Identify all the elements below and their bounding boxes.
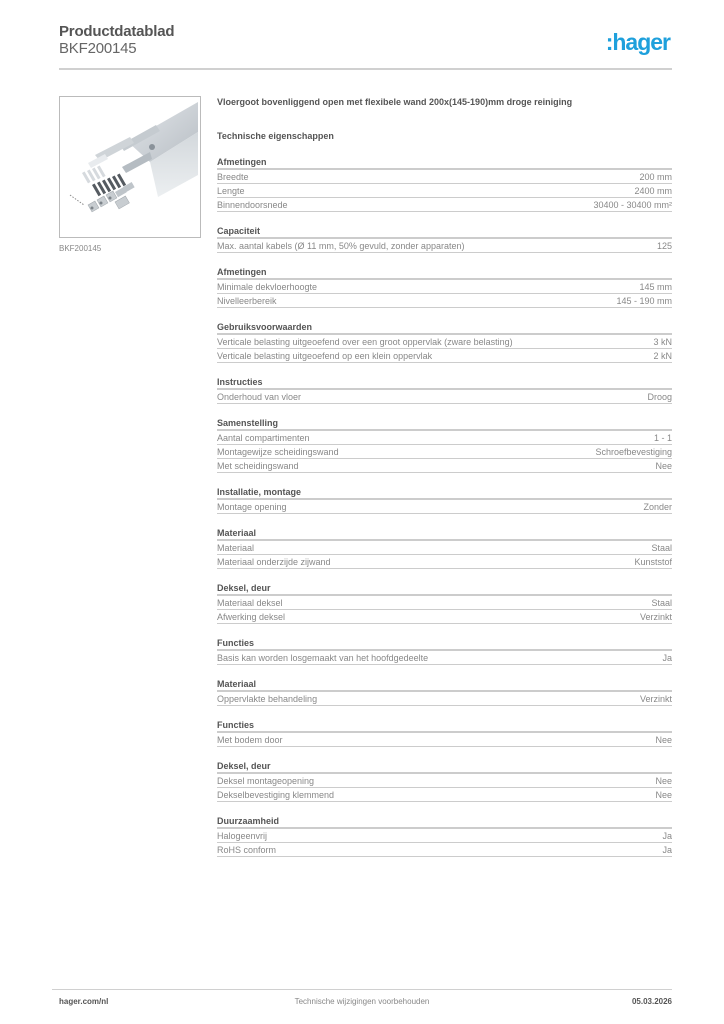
spec-value: 125 (656, 241, 672, 251)
spec-value: Nee (655, 776, 672, 786)
spec-value: Staal (651, 543, 672, 553)
spec-value: Schroefbevestiging (595, 447, 672, 457)
spec-section (217, 527, 672, 569)
spec-row (217, 349, 672, 363)
spec-value: 145 mm (639, 282, 672, 292)
spec-section (217, 678, 672, 706)
spec-label: Montage opening (217, 502, 287, 512)
product-description: Vloergoot bovenliggend open met flexibele wand 200x(145-190)mm droge reiniging (217, 97, 573, 107)
spec-section (217, 156, 672, 212)
section-title: Deksel, deur (217, 760, 672, 774)
spec-label: Max. aantal kabels (Ø 11 mm, 50% gevuld, zonder apparaten) (217, 241, 465, 251)
spec-label: RoHS conform (217, 845, 277, 855)
spec-row (217, 184, 672, 198)
spec-section (217, 486, 672, 514)
spec-sections (217, 156, 672, 857)
spec-section (217, 815, 672, 857)
spec-row (217, 239, 672, 253)
spec-label: Onderhoud van vloer (217, 392, 302, 402)
spec-label: Met scheidingswand (217, 461, 299, 471)
floor-duct-illustration (60, 97, 200, 237)
spec-label: Deksel montageopening (217, 776, 315, 786)
spec-row (217, 335, 672, 349)
spec-value: Droog (647, 392, 672, 402)
spec-row (217, 829, 672, 843)
spec-label: Binnendoorsnede (217, 200, 288, 210)
section-title: Samenstelling (217, 417, 672, 431)
section-title: Functies (217, 719, 672, 733)
spec-label: Lengte (217, 186, 245, 196)
spec-label: Verticale belasting uitgeoefend op een klein oppervlak (217, 351, 433, 361)
spec-row (217, 390, 672, 404)
spec-value: Verzinkt (639, 694, 672, 704)
spec-row (217, 280, 672, 294)
section-title: Afmetingen (217, 156, 672, 170)
product-specs (217, 96, 672, 857)
spec-value: Nee (655, 790, 672, 800)
section-title: Capaciteit (217, 225, 672, 239)
spec-label: Materiaal deksel (217, 598, 283, 608)
spec-value: Verzinkt (639, 612, 672, 622)
footer-website-link[interactable]: hager.com/nl (59, 997, 109, 1006)
header-divider (59, 68, 672, 70)
spec-row (217, 651, 672, 665)
spec-label: Dekselbevestiging klemmend (217, 790, 335, 800)
image-caption: BKF200145 (59, 244, 102, 253)
spec-row (217, 541, 672, 555)
spec-section (217, 637, 672, 665)
spec-label: Aantal compartimenten (217, 433, 310, 443)
spec-value: Nee (655, 735, 672, 745)
spec-section (217, 266, 672, 308)
spec-section (217, 417, 672, 473)
section-title: Instructies (217, 376, 672, 390)
spec-label: Materiaal (217, 543, 255, 553)
technical-properties-heading: Technische eigenschappen (217, 131, 334, 141)
spec-row (217, 170, 672, 184)
spec-value: 3 kN (653, 337, 672, 347)
spec-row (217, 294, 672, 308)
spec-section (217, 582, 672, 624)
footer-divider (52, 989, 672, 990)
spec-section (217, 760, 672, 802)
section-title: Duurzaamheid (217, 815, 672, 829)
spec-row (217, 692, 672, 706)
spec-value: Ja (662, 845, 672, 855)
footer-date: 05.03.2026 (631, 997, 672, 1006)
spec-label: Breedte (217, 172, 249, 182)
spec-section (217, 376, 672, 404)
spec-section (217, 225, 672, 253)
spec-label: Met bodem door (217, 735, 283, 745)
page-header (59, 20, 672, 70)
spec-value: 2 kN (653, 351, 672, 361)
section-title: Deksel, deur (217, 582, 672, 596)
spec-label: Montagewijze scheidingswand (217, 447, 339, 457)
spec-row (217, 610, 672, 624)
spec-value: 1 - 1 (653, 433, 672, 443)
spec-row (217, 733, 672, 747)
spec-value: Ja (662, 831, 672, 841)
spec-row (217, 774, 672, 788)
spec-label: Nivelleerbereik (217, 296, 277, 306)
spec-value: 30400 - 30400 mm² (593, 200, 672, 210)
spec-row (217, 788, 672, 802)
product-code: BKF200145 (59, 40, 137, 57)
spec-value: Staal (651, 598, 672, 608)
section-title: Afmetingen (217, 266, 672, 280)
section-title: Gebruiksvoorwaarden (217, 321, 672, 335)
spec-value: Zonder (643, 502, 672, 512)
spec-value: Kunststof (634, 557, 672, 567)
spec-value: 145 - 190 mm (616, 296, 672, 306)
spec-row (217, 198, 672, 212)
section-title: Materiaal (217, 527, 672, 541)
spec-value: Ja (662, 653, 672, 663)
spec-row (217, 431, 672, 445)
spec-label: Materiaal onderzijde zijwand (217, 557, 331, 567)
spec-section (217, 321, 672, 363)
spec-row (217, 843, 672, 857)
spec-row (217, 500, 672, 514)
spec-label: Basis kan worden losgemaakt van het hoofdgedeelte (217, 653, 429, 663)
section-title: Installatie, montage (217, 486, 672, 500)
spec-value: 200 mm (639, 172, 672, 182)
spec-value: Nee (655, 461, 672, 471)
spec-label: Oppervlakte behandeling (217, 694, 318, 704)
spec-value: 2400 mm (634, 186, 672, 196)
section-title: Materiaal (217, 678, 672, 692)
footer-disclaimer: Technische wijzigingen voorbehouden (294, 997, 430, 1006)
section-title: Functies (217, 637, 672, 651)
spec-section (217, 719, 672, 747)
spec-row (217, 445, 672, 459)
spec-label: Minimale dekvloerhoogte (217, 282, 318, 292)
spec-label: Verticale belasting uitgeoefend over een groot oppervlak (zware belasting) (217, 337, 513, 347)
spec-row (217, 555, 672, 569)
spec-row (217, 596, 672, 610)
document-title: Productdatablad (59, 23, 175, 40)
spec-label: Afwerking deksel (217, 612, 286, 622)
product-image (59, 96, 201, 238)
hager-logo: :hager (605, 29, 670, 55)
spec-row (217, 459, 672, 473)
spec-label: Halogeenvrij (217, 831, 268, 841)
